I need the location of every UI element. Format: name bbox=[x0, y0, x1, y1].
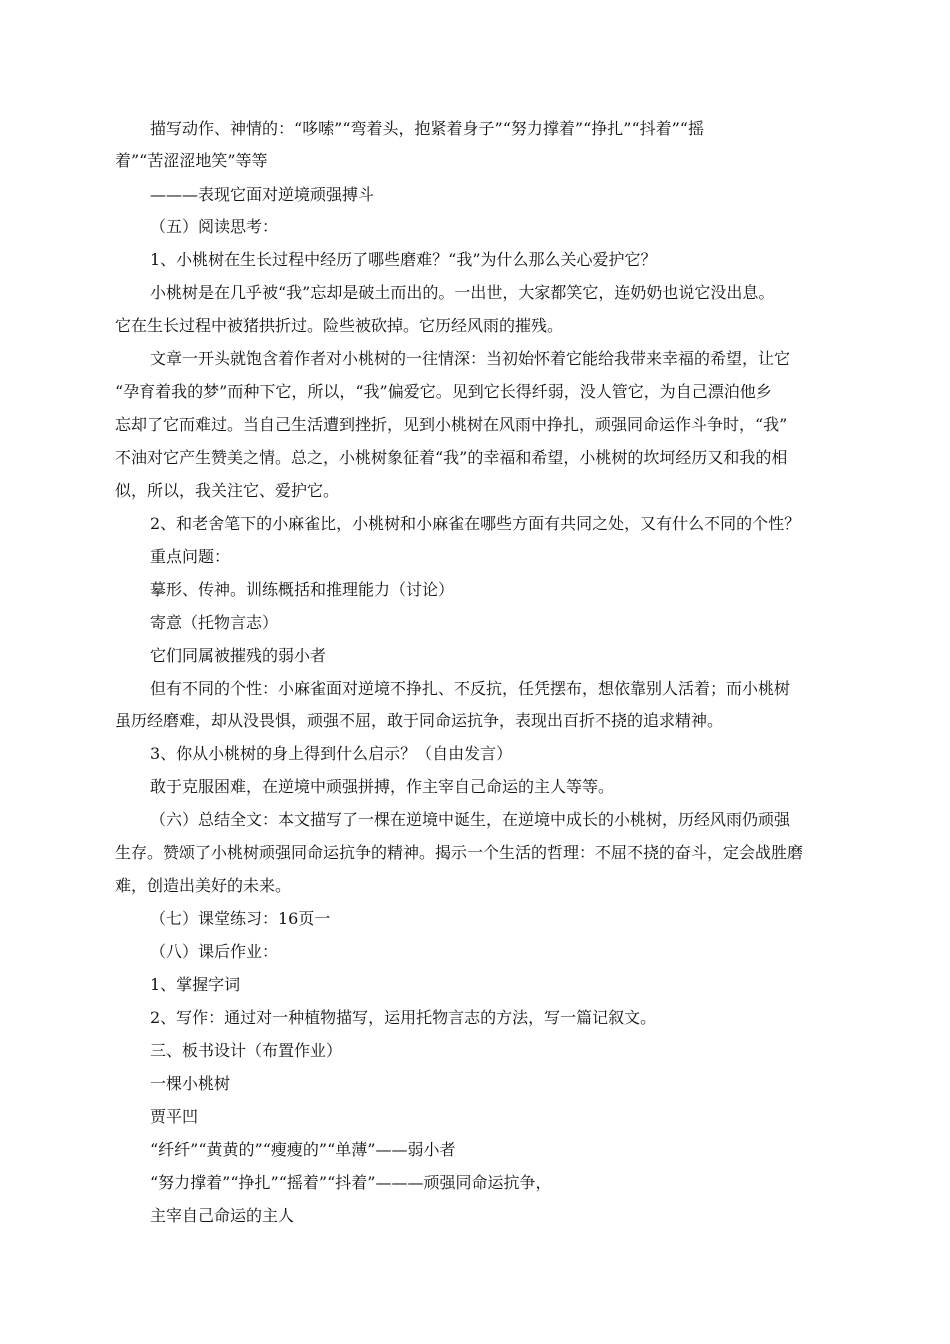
text-line: 敢于克服困难，在逆境中顽强拼搏，作主宰自己命运的主人等等。 bbox=[150, 777, 615, 796]
text-line: 不油对它产生赞美之情。总之，小桃树象征着“我”的幸福和希望，小桃树的坎坷经历又和我的相 bbox=[115, 448, 788, 467]
text-line: 着”“苦涩涩地笑”等等 bbox=[115, 151, 268, 170]
text-line: 文章一开头就饱含着作者对小桃树的一往情深：当初始怀着它能给我带来幸福的希望，让它 bbox=[150, 349, 791, 368]
text-line: （五）阅读思考： bbox=[150, 217, 279, 236]
text-line: 似，所以，我关注它、爱护它。 bbox=[115, 481, 340, 500]
text-line: 小桃树是在几乎被“我”忘却是破土而出的。一出世，大家都笑它，连奶奶也说它没出息。 bbox=[150, 283, 775, 302]
text-line: “纤纤”“黄黄的”“瘦瘦的”“单薄”——弱小者 bbox=[150, 1140, 456, 1159]
text-line: 摹形、传神。训练概括和推理能力（讨论） bbox=[150, 580, 455, 599]
text-line: 1、小桃树在生长过程中经历了哪些磨难？“我”为什么那么关心爱护它？ bbox=[150, 250, 657, 269]
text-line: 一棵小桃树 bbox=[150, 1074, 231, 1093]
text-line: “孕育着我的梦”而种下它，所以，“我”偏爱它。见到它长得纤弱，没人管它，为自己漂泊他乡 bbox=[115, 382, 772, 401]
text-line: 重点问题： bbox=[150, 547, 231, 566]
text-line: 忘却了它而难过。当自己生活遭到挫折，见到小桃树在风雨中挣扎，顽强同命运作斗争时，“我” bbox=[115, 415, 788, 434]
text-line: 三、板书设计（布置作业） bbox=[150, 1041, 343, 1060]
text-line: ———表现它面对逆境顽强搏斗 bbox=[150, 185, 375, 204]
text-line: 3、你从小桃树的身上得到什么启示？（自由发言） bbox=[150, 744, 513, 763]
text-line: 描写动作、神情的：“哆嗦”“弯着头，抱紧着身子”“努力撑着”“挣扎”“抖着”“摇 bbox=[150, 119, 704, 138]
text-line: 寄意（托物言志） bbox=[150, 613, 279, 632]
text-line: 1、掌握字词 bbox=[150, 975, 241, 994]
text-line: 主宰自己命运的主人 bbox=[150, 1206, 295, 1225]
text-line: 贾平凹 bbox=[150, 1107, 199, 1126]
text-line: （六）总结全文：本文描写了一棵在逆境中诞生，在逆境中成长的小桃树，历经风雨仍顽强 bbox=[150, 810, 791, 829]
text-line: 它在生长过程中被猪拱折过。险些被砍掉。它历经风雨的摧残。 bbox=[115, 316, 564, 335]
text-line: （八）课后作业： bbox=[150, 942, 279, 961]
text-line: 2、和老舍笔下的小麻雀比，小桃树和小麻雀在哪些方面有共同之处，又有什么不同的个性？ bbox=[150, 514, 801, 533]
text-line: 虽历经磨难，却从没畏惧，顽强不屈，敢于同命运抗争，表现出百折不挠的追求精神。 bbox=[115, 711, 724, 730]
text-line: 但有不同的个性：小麻雀面对逆境不挣扎、不反抗，任凭摆布，想依靠别人活着；而小桃树 bbox=[150, 679, 791, 698]
text-line: “努力撑着”“挣扎”“摇着”“抖着”———顽强同命运抗争， bbox=[150, 1173, 552, 1192]
text-line: （七）课堂练习：16页一 bbox=[150, 909, 331, 928]
text-line: 难，创造出美好的未来。 bbox=[115, 876, 292, 895]
text-line: 2、写作：通过对一种植物描写，运用托物言志的方法，写一篇记叙文。 bbox=[150, 1008, 657, 1027]
text-line: 它们同属被摧残的弱小者 bbox=[150, 646, 327, 665]
text-line: 生存。赞颂了小桃树顽强同命运抗争的精神。揭示一个生活的哲理：不屈不挠的奋斗，定会战胜磨 bbox=[115, 843, 804, 862]
